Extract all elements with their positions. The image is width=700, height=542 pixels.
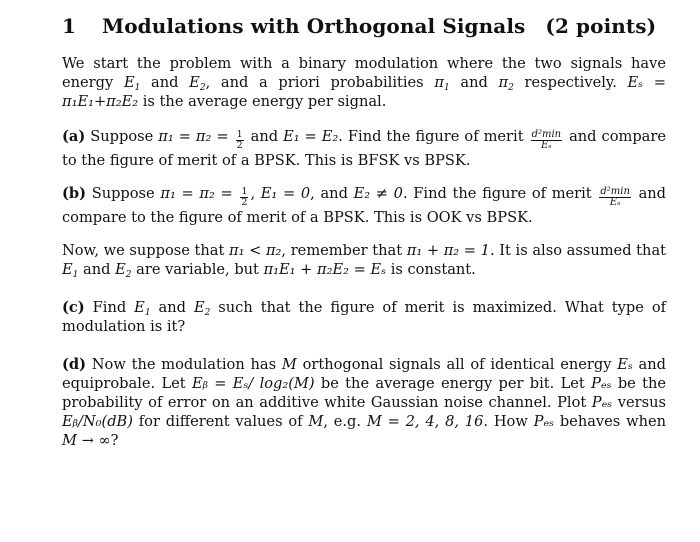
math-Pes: Pₑₛ: [591, 375, 612, 392]
text-span: and: [151, 74, 190, 91]
math-M-limit: M → ∞: [62, 432, 111, 449]
text-span: Now, we suppose that: [62, 242, 229, 259]
text-span: are variable, but: [131, 261, 264, 278]
math-M: M: [308, 413, 324, 430]
text-span: orthogonal signals all of identical energy: [296, 356, 618, 373]
text-span: Find: [84, 299, 135, 316]
section-number: 1: [62, 14, 77, 38]
text-span: Suppose: [86, 185, 161, 202]
math-half-fraction: $\frac{1}{2}$: [236, 129, 243, 151]
text-span: behaves when: [554, 413, 667, 430]
part-a: [62, 127, 666, 170]
math-Pes: Pₑₛ: [533, 413, 555, 430]
part-c: [62, 298, 666, 336]
math-Es: Eₛ: [617, 356, 633, 373]
text-span: versus: [612, 394, 666, 411]
text-span: and compare to the figure of merit of a BPSK. This is BFSK vs BPSK.: [62, 128, 666, 169]
math-energies-equal: E₁ = E₂: [283, 128, 339, 145]
part-c-label: (c): [62, 299, 85, 316]
math-E2: $E_2$: [189, 74, 206, 93]
text-span: ?: [110, 432, 119, 449]
text-span: is constant.: [386, 261, 476, 278]
text-span: be the average energy per bit. Let: [314, 375, 592, 392]
math-pi1: $\pi_1$: [434, 74, 450, 93]
math-pi-less: π₁ < π₂: [229, 242, 282, 259]
math-E2-nonzero: E₂ ≠ 0: [353, 185, 403, 202]
math-energy-constraint: π₁E₁ + π₂E₂ = Eₛ: [263, 261, 387, 278]
text-span: We start the problem with a binary modulation where the two signals have energy: [62, 55, 666, 91]
math-E1-zero: E₁ = 0: [260, 185, 311, 202]
part-d-label: (d): [62, 356, 87, 373]
section-title: Modulations with Orthogonal Signals: [102, 14, 526, 38]
text-span: and equiprobale. Let: [62, 356, 666, 392]
math-M: M: [281, 356, 297, 373]
text-span: and: [150, 299, 194, 316]
text-span: . Find the figure of merit: [402, 185, 598, 202]
text-span: , and a priori probabilities: [205, 74, 435, 91]
text-span: , and: [310, 185, 354, 202]
text-span: , remember that: [281, 242, 407, 259]
text-span: . It is also assumed that: [489, 242, 667, 259]
math-half-fraction: $\frac{1}{2}$: [241, 186, 248, 208]
text-span: . Find the figure of merit: [338, 128, 529, 145]
text-span: . How: [483, 413, 534, 430]
math-M-values: M = 2, 4, 8, 16: [366, 413, 484, 430]
math-pi-sum: π₁ + π₂ = 1: [406, 242, 490, 259]
section-points: (2 points): [545, 14, 657, 38]
math-E2: $E_2$: [193, 299, 211, 318]
text-span: Suppose: [85, 128, 159, 145]
math-E1: $E_1$: [62, 261, 79, 280]
math-equal-priors: π₁ = π₂ =: [160, 185, 239, 202]
math-Eb-def: Eᵦ = Eₛ/ log₂(M): [191, 375, 315, 392]
part-d: [62, 355, 666, 450]
math-merit-fraction: $\frac{\text{d²min}}{\text{Eₛ}}$: [600, 186, 630, 208]
part-b: [62, 184, 666, 227]
math-E1: $E_1$: [134, 299, 151, 318]
math-Pes: Pₑₛ: [591, 394, 613, 411]
text-span: Now the modulation has: [86, 356, 282, 373]
text-span: respectively.: [513, 74, 628, 91]
part-b-label: (b): [62, 185, 87, 202]
text-span: , e.g.: [323, 413, 367, 430]
text-span: and compare to the figure of merit of a BPSK. This is OOK vs BPSK.: [62, 185, 667, 226]
section-heading: [62, 14, 656, 38]
math-avg-energy: Eₛ = π₁E₁+π₂E₂: [62, 74, 667, 110]
text-span: ,: [250, 185, 261, 202]
math-pi2: $\pi_2$: [498, 74, 514, 93]
text-span: and: [449, 74, 499, 91]
text-span: such that the figure of merit is maximized. What type of modulation is it?: [62, 299, 667, 335]
intro-paragraph: [62, 54, 666, 111]
math-equal-priors: π₁ = π₂ =: [158, 128, 234, 145]
math-merit-fraction: $\frac{\text{d²min}}{\text{Eₛ}}$: [531, 129, 562, 151]
part-a-label: (a): [62, 128, 86, 145]
assumption-paragraph: [62, 241, 666, 279]
text-span: for different values of: [132, 413, 309, 430]
text-span: and: [245, 128, 284, 145]
math-E2: $E_2$: [115, 261, 132, 280]
text-span: is the average energy per signal.: [138, 93, 387, 110]
math-E1: $E_1$: [123, 74, 141, 93]
text-span: and: [83, 261, 116, 278]
math-EbN0: Eᵦ/N₀(dB): [62, 413, 133, 430]
text-span: be the probability of error on an additive white Gaussian noise channel. Plot: [62, 375, 667, 411]
